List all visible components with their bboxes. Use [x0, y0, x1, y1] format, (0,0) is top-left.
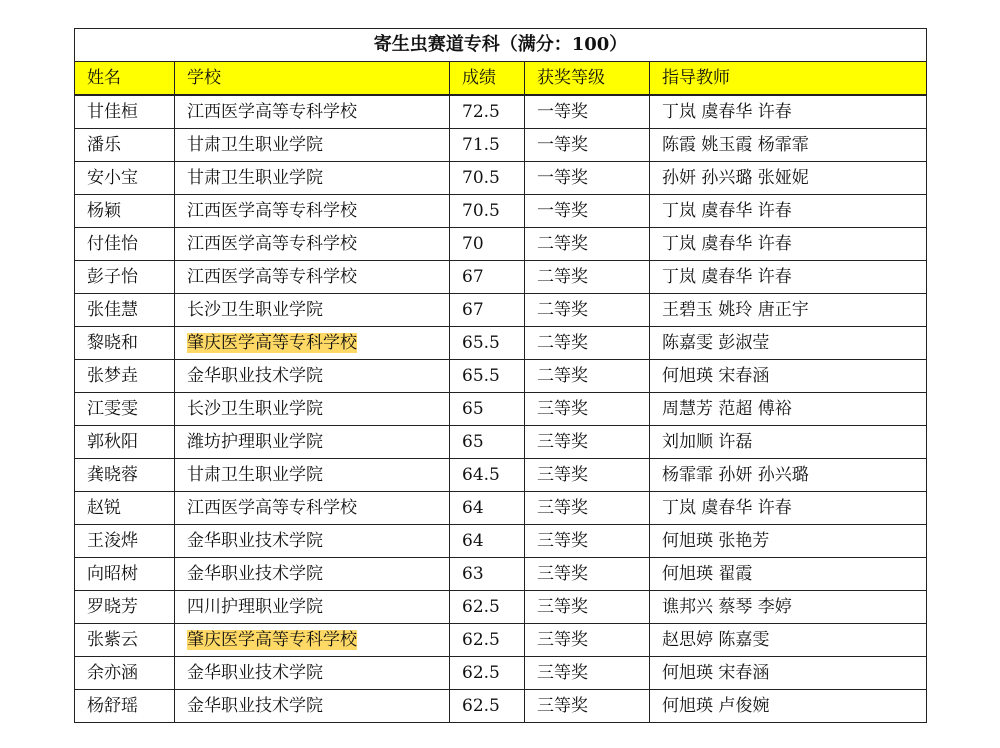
award-cell: 三等奖	[525, 690, 650, 723]
teachers-cell: 何旭瑛 宋春涵	[650, 360, 927, 393]
award-cell: 一等奖	[525, 195, 650, 228]
student-name-cell: 甘佳桓	[75, 95, 175, 129]
teachers-cell: 何旭瑛 卢俊婉	[650, 690, 927, 723]
student-name-cell: 赵锐	[75, 492, 175, 525]
table-row	[75, 360, 927, 393]
school-cell: 江西医学高等专科学校	[175, 228, 450, 261]
student-name-cell: 黎晓和	[75, 327, 175, 360]
header-score: 成绩	[450, 62, 525, 96]
teachers-cell: 丁岚 虞春华 许春	[650, 195, 927, 228]
score-cell: 65	[450, 393, 525, 426]
award-cell: 一等奖	[525, 95, 650, 129]
table-row	[75, 690, 927, 723]
student-name-cell: 江雯雯	[75, 393, 175, 426]
school-cell: 潍坊护理职业学院	[175, 426, 450, 459]
table-row	[75, 195, 927, 228]
teachers-cell: 陈嘉雯 彭淑莹	[650, 327, 927, 360]
table-row	[75, 393, 927, 426]
school-cell	[175, 327, 450, 360]
award-cell: 三等奖	[525, 591, 650, 624]
award-cell: 一等奖	[525, 162, 650, 195]
score-cell: 64	[450, 525, 525, 558]
table-row	[75, 492, 927, 525]
table-row	[75, 95, 927, 129]
table-row	[75, 327, 927, 360]
teachers-cell: 刘加顺 许磊	[650, 426, 927, 459]
award-cell: 三等奖	[525, 492, 650, 525]
teachers-cell: 何旭瑛 翟霞	[650, 558, 927, 591]
table-body	[75, 95, 927, 723]
score-cell: 65.5	[450, 327, 525, 360]
school-cell: 甘肃卫生职业学院	[175, 459, 450, 492]
award-cell: 二等奖	[525, 360, 650, 393]
school-cell: 江西医学高等专科学校	[175, 95, 450, 129]
school-cell: 江西医学高等专科学校	[175, 492, 450, 525]
award-cell: 三等奖	[525, 459, 650, 492]
table-row	[75, 459, 927, 492]
award-cell: 一等奖	[525, 129, 650, 162]
school-cell: 江西医学高等专科学校	[175, 195, 450, 228]
table-row	[75, 591, 927, 624]
award-cell: 三等奖	[525, 624, 650, 657]
teachers-cell: 丁岚 虞春华 许春	[650, 95, 927, 129]
teachers-cell: 王碧玉 姚玲 唐正宇	[650, 294, 927, 327]
teachers-cell: 孙妍 孙兴璐 张娅妮	[650, 162, 927, 195]
teachers-cell: 周慧芳 范超 傅裕	[650, 393, 927, 426]
table-row	[75, 657, 927, 690]
teachers-cell: 陈霞 姚玉霞 杨霏霏	[650, 129, 927, 162]
teachers-cell: 谯邦兴 蔡琴 李婷	[650, 591, 927, 624]
score-cell: 62.5	[450, 624, 525, 657]
table-row	[75, 558, 927, 591]
table-row	[75, 294, 927, 327]
award-cell: 三等奖	[525, 657, 650, 690]
award-cell: 三等奖	[525, 525, 650, 558]
student-name-cell: 安小宝	[75, 162, 175, 195]
award-cell: 二等奖	[525, 294, 650, 327]
score-cell: 65.5	[450, 360, 525, 393]
score-cell: 65	[450, 426, 525, 459]
score-cell: 63	[450, 558, 525, 591]
results-table	[74, 28, 927, 723]
score-cell: 70.5	[450, 162, 525, 195]
score-cell: 62.5	[450, 690, 525, 723]
school-cell: 江西医学高等专科学校	[175, 261, 450, 294]
score-cell: 70	[450, 228, 525, 261]
student-name-cell: 王浚烨	[75, 525, 175, 558]
table-row	[75, 228, 927, 261]
table-row	[75, 129, 927, 162]
header-teachers: 指导教师	[650, 62, 927, 96]
teachers-cell: 何旭瑛 宋春涵	[650, 657, 927, 690]
teachers-cell: 何旭瑛 张艳芳	[650, 525, 927, 558]
score-cell: 72.5	[450, 95, 525, 129]
school-cell: 长沙卫生职业学院	[175, 393, 450, 426]
teachers-cell: 丁岚 虞春华 许春	[650, 492, 927, 525]
table-row	[75, 162, 927, 195]
table-row	[75, 261, 927, 294]
teachers-cell: 丁岚 虞春华 许春	[650, 228, 927, 261]
school-cell: 甘肃卫生职业学院	[175, 129, 450, 162]
student-name-cell: 张佳慧	[75, 294, 175, 327]
student-name-cell: 杨舒瑶	[75, 690, 175, 723]
student-name-cell: 张紫云	[75, 624, 175, 657]
school-cell: 长沙卫生职业学院	[175, 294, 450, 327]
table-row	[75, 426, 927, 459]
score-cell: 62.5	[450, 591, 525, 624]
school-cell: 金华职业技术学院	[175, 525, 450, 558]
highlighted-school-text: 肇庆医学高等专科学校	[187, 630, 357, 650]
school-cell: 金华职业技术学院	[175, 360, 450, 393]
award-cell: 三等奖	[525, 558, 650, 591]
student-name-cell: 彭子怡	[75, 261, 175, 294]
award-cell: 二等奖	[525, 327, 650, 360]
school-cell: 金华职业技术学院	[175, 558, 450, 591]
table-row	[75, 525, 927, 558]
table-row	[75, 624, 927, 657]
student-name-cell: 潘乐	[75, 129, 175, 162]
school-cell: 金华职业技术学院	[175, 690, 450, 723]
student-name-cell: 罗晓芳	[75, 591, 175, 624]
score-cell: 64.5	[450, 459, 525, 492]
header-award: 获奖等级	[525, 62, 650, 96]
header-name: 姓名	[75, 62, 175, 96]
award-cell: 三等奖	[525, 393, 650, 426]
award-cell: 二等奖	[525, 261, 650, 294]
student-name-cell: 龚晓蓉	[75, 459, 175, 492]
student-name-cell: 余亦涵	[75, 657, 175, 690]
header-school: 学校	[175, 62, 450, 96]
score-cell: 70.5	[450, 195, 525, 228]
school-cell	[175, 624, 450, 657]
teachers-cell: 赵思婷 陈嘉雯	[650, 624, 927, 657]
table-title: 寄生虫赛道专科（满分：100）	[75, 29, 927, 62]
school-cell: 甘肃卫生职业学院	[175, 162, 450, 195]
award-cell: 三等奖	[525, 426, 650, 459]
student-name-cell: 郭秋阳	[75, 426, 175, 459]
score-cell: 67	[450, 261, 525, 294]
student-name-cell: 张梦垚	[75, 360, 175, 393]
highlighted-school-text: 肇庆医学高等专科学校	[187, 333, 357, 353]
score-cell: 71.5	[450, 129, 525, 162]
teachers-cell: 丁岚 虞春华 许春	[650, 261, 927, 294]
award-cell: 二等奖	[525, 228, 650, 261]
school-cell: 金华职业技术学院	[175, 657, 450, 690]
school-cell: 四川护理职业学院	[175, 591, 450, 624]
student-name-cell: 付佳怡	[75, 228, 175, 261]
header-row	[75, 62, 927, 96]
student-name-cell: 向昭树	[75, 558, 175, 591]
title-row	[75, 29, 927, 62]
score-cell: 67	[450, 294, 525, 327]
score-cell: 64	[450, 492, 525, 525]
student-name-cell: 杨颖	[75, 195, 175, 228]
score-cell: 62.5	[450, 657, 525, 690]
teachers-cell: 杨霏霏 孙妍 孙兴璐	[650, 459, 927, 492]
